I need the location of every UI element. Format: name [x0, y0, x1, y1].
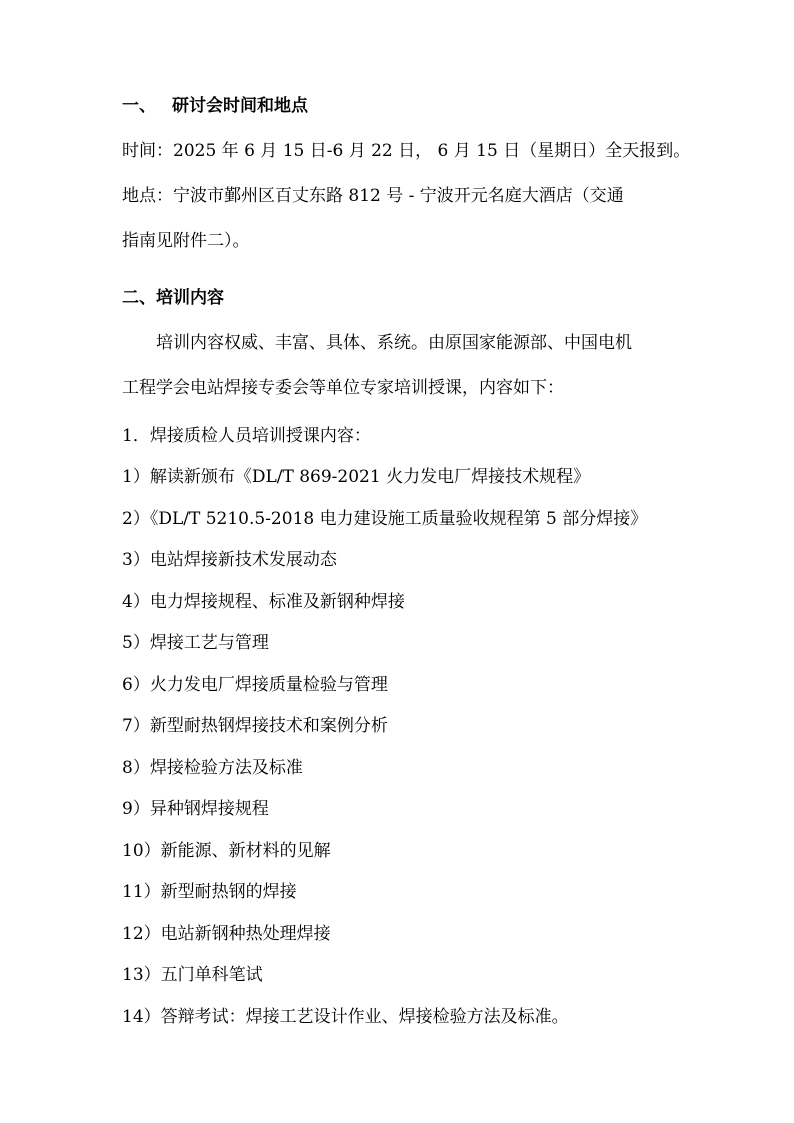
- list-item: 14）答辩考试：焊接工艺设计作业、焊接检验方法及标准。: [122, 1007, 569, 1027]
- list-item: 8）焊接检验方法及标准: [122, 758, 303, 778]
- section2-heading: 二、培训内容: [122, 288, 224, 308]
- list-item: 6）火力发电厂焊接质量检验与管理: [122, 675, 388, 695]
- list-item: 7）新型耐热钢焊接技术和案例分析: [122, 716, 388, 736]
- section1-title: 研讨会时间和地点: [172, 96, 308, 116]
- list-item: 9）异种钢焊接规程: [122, 799, 269, 819]
- intro-line-1: 培训内容权威、丰富、具体、系统。由原国家能源部、中国电机: [156, 333, 632, 353]
- list-item: 4）电力焊接规程、标准及新钢种焊接: [122, 592, 405, 612]
- list-item: 1）解读新颁布《DL/T 869-2021 火力发电厂焊接技术规程》: [122, 467, 591, 487]
- location-line-2: 指南见附件二）。: [122, 231, 250, 251]
- section1-heading: [122, 95, 308, 117]
- list-item: 11）新型耐热钢的焊接: [122, 882, 297, 902]
- location-line-1: 地点：宁波市鄞州区百丈东路 812 号 - 宁波开元名庭大酒店（交通: [122, 186, 624, 206]
- section1-number: 一、: [122, 96, 156, 116]
- list-item: 12）电站新钢种热处理焊接: [122, 924, 331, 944]
- list-item: 2）《DL/T 5210.5-2018 电力建设施工质量验收规程第 5 部分焊接》: [122, 509, 648, 529]
- intro-line-2: 工程学会电站焊接专委会等单位专家培训授课，内容如下：: [122, 378, 564, 398]
- training-subheading: 1．焊接质检人员培训授课内容：: [122, 426, 371, 446]
- list-item: 5）焊接工艺与管理: [122, 633, 269, 653]
- list-item: 3）电站焊接新技术发展动态: [122, 550, 337, 570]
- time-line: 时间：2025 年 6 月 15 日-6 月 22 日， 6 月 15 日（星期日）全天报到。: [122, 141, 691, 161]
- list-item: 10）新能源、新材料的见解: [122, 841, 331, 861]
- list-item: 13）五门单科笔试: [122, 965, 263, 985]
